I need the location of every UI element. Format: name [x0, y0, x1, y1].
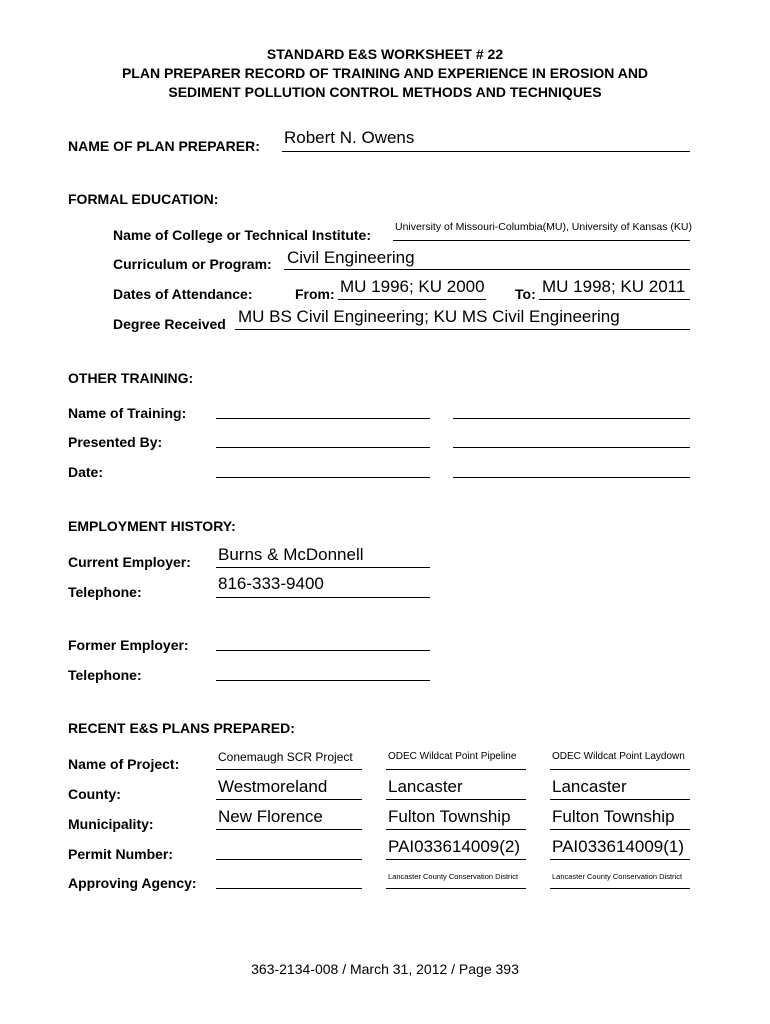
project-name-label: Name of Project: [68, 756, 180, 772]
presented-by-field-1[interactable] [216, 447, 430, 448]
telephone-label: Telephone: [68, 584, 142, 600]
to-value[interactable]: MU 1998; KU 2011 [542, 277, 686, 296]
preparer-label: NAME OF PLAN PREPARER: [68, 138, 260, 154]
plan-3-agency[interactable]: Lancaster County Conservation District [552, 872, 683, 881]
plan-2-permit-line [386, 859, 526, 860]
page-footer: 363-2134-008 / March 31, 2012 / Page 393 [251, 961, 519, 977]
other-training-heading: OTHER TRAINING: [68, 370, 194, 386]
from-label: From: [295, 286, 335, 302]
plan-1-project-line [216, 769, 362, 770]
plan-2-agency[interactable]: Lancaster County Conservation District [388, 872, 519, 881]
plan-3-project[interactable]: ODEC Wildcat Point Laydown [552, 751, 685, 762]
plan-2-project-line [386, 769, 526, 770]
plan-3-permit[interactable]: PAI033614009(1) [552, 837, 685, 856]
worksheet-title: STANDARD E&S WORKSHEET # 22 [266, 46, 504, 62]
plan-2-municipality[interactable]: Fulton Township [388, 807, 511, 826]
plan-2-project[interactable]: ODEC Wildcat Point Pipeline [388, 751, 517, 762]
to-field-line [539, 299, 690, 300]
to-label: To: [515, 286, 536, 302]
plan-3-agency-line [550, 888, 690, 889]
current-employer-field-line [216, 567, 430, 568]
training-date-field-1[interactable] [216, 477, 430, 478]
from-value[interactable]: MU 1996; KU 2000 [340, 277, 485, 296]
degree-field-line [235, 329, 690, 330]
former-employer-field[interactable] [216, 650, 430, 651]
plan-1-county[interactable]: Westmoreland [218, 777, 328, 796]
formal-education-heading: FORMAL EDUCATION: [68, 191, 219, 207]
plan-1-county-line [216, 799, 362, 800]
plan-3-project-line [550, 769, 690, 770]
degree-label: Degree Received [113, 316, 226, 332]
curriculum-label: Curriculum or Program: [113, 256, 272, 272]
plan-2-county[interactable]: Lancaster [388, 777, 463, 796]
plan-3-county-line [550, 799, 690, 800]
telephone-value[interactable]: 816-333-9400 [218, 574, 324, 593]
former-telephone-label: Telephone: [68, 667, 142, 683]
plan-1-municipality-line [216, 829, 362, 830]
plan-1-agency-field[interactable] [216, 888, 362, 889]
presented-by-field-2[interactable] [453, 447, 690, 448]
worksheet-subtitle-line-1: PLAN PREPARER RECORD OF TRAINING AND EXPERIENCE IN EROSION AND [121, 65, 649, 81]
telephone-field-line [216, 597, 430, 598]
recent-plans-heading: RECENT E&S PLANS PREPARED: [68, 720, 295, 736]
plan-3-municipality[interactable]: Fulton Township [552, 807, 675, 826]
current-employer-value[interactable]: Burns & McDonnell [218, 545, 364, 564]
dates-of-attendance-label: Dates of Attendance: [113, 286, 253, 302]
from-field-line [338, 299, 486, 300]
plan-3-municipality-line [550, 829, 690, 830]
training-name-label: Name of Training: [68, 405, 187, 421]
former-telephone-field[interactable] [216, 680, 430, 681]
training-name-field-2[interactable] [453, 418, 690, 419]
plan-2-county-line [386, 799, 526, 800]
worksheet-subtitle-line-2: SEDIMENT POLLUTION CONTROL METHODS AND TECHNIQUES [168, 84, 602, 100]
presented-by-label: Presented By: [68, 434, 163, 450]
curriculum-value[interactable]: Civil Engineering [287, 248, 415, 267]
county-label: County: [68, 786, 121, 802]
preparer-value[interactable]: Robert N. Owens [284, 128, 415, 147]
plan-1-municipality[interactable]: New Florence [218, 807, 323, 826]
plan-2-agency-line [386, 888, 526, 889]
former-employer-label: Former Employer: [68, 637, 189, 653]
plan-3-permit-line [550, 859, 690, 860]
training-date-field-2[interactable] [453, 477, 690, 478]
approving-agency-label: Approving Agency: [68, 875, 197, 891]
permit-number-label: Permit Number: [68, 846, 174, 862]
training-date-label: Date: [68, 464, 104, 480]
college-value[interactable]: University of Missouri-Columbia(MU), University of Kansas (KU) [395, 221, 692, 233]
plan-1-permit-field[interactable] [216, 859, 362, 860]
current-employer-label: Current Employer: [68, 554, 191, 570]
curriculum-field-line [284, 269, 690, 270]
plan-2-permit[interactable]: PAI033614009(2) [388, 837, 521, 856]
plan-3-county[interactable]: Lancaster [552, 777, 627, 796]
degree-value[interactable]: MU BS Civil Engineering; KU MS Civil Engineering [238, 307, 620, 326]
college-label: Name of College or Technical Institute: [113, 227, 372, 243]
training-name-field-1[interactable] [216, 418, 430, 419]
plan-1-project[interactable]: Conemaugh SCR Project [218, 750, 353, 764]
employment-history-heading: EMPLOYMENT HISTORY: [68, 518, 236, 534]
municipality-label: Municipality: [68, 816, 154, 832]
college-field-line [393, 240, 690, 241]
plan-2-municipality-line [386, 829, 526, 830]
preparer-field-line [282, 151, 690, 152]
